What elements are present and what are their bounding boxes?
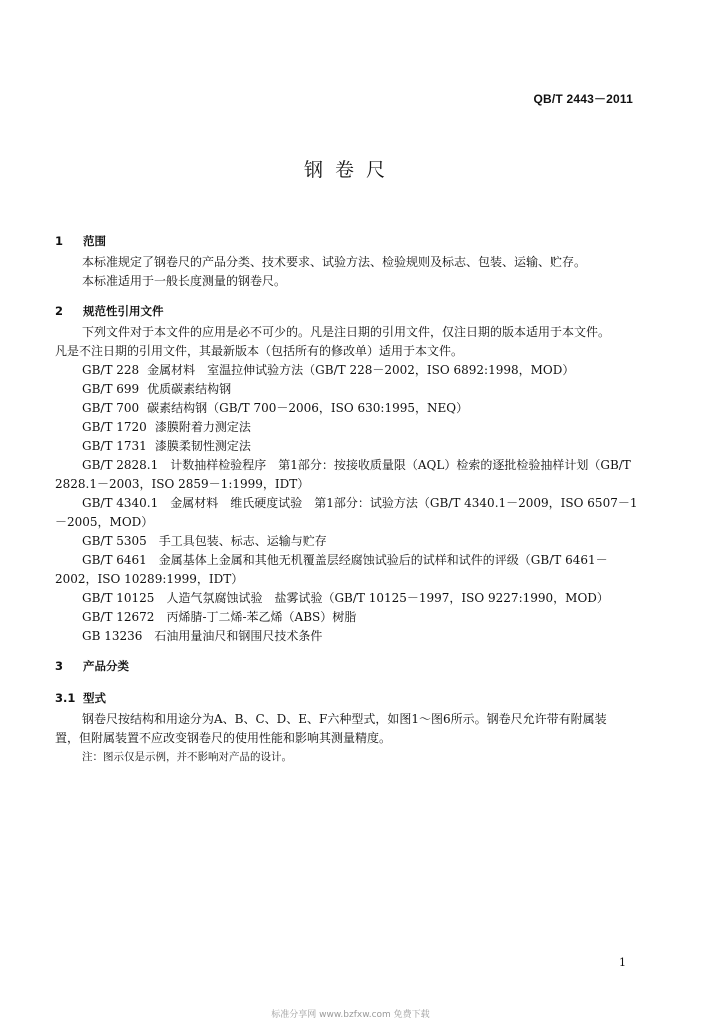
references-intro-line-2: 凡是不注日期的引用文件，其最新版本（包括所有的修改单）适用于本文件。 — [55, 344, 464, 358]
reference-item-6461-line-1: GB/T 6461 金属基体上金属和其他无机覆盖层经腐蚀试验后的试样和试件的评级（GB/T 6461－ — [82, 553, 608, 567]
reference-item-10125: GB/T 10125 人造气氛腐蚀试验 盐雾试验（GB/T 10125－1997，ISO 9227:1990，MOD） — [82, 591, 609, 605]
section-title: 产品分类 — [83, 659, 129, 673]
scope-paragraph-2: 本标准适用于一般长度测量的钢卷尺。 — [82, 274, 287, 288]
reference-item: GB/T 700 碳素结构钢（GB/T 700－2006，ISO 630:1995，NEQ） — [82, 401, 469, 415]
scope-paragraph-1: 本标准规定了钢卷尺的产品分类、技术要求、试验方法、检验规则及标志、包装、运输、贮存。 — [82, 255, 587, 269]
reference-item: GB/T 228 金属材料 室温拉伸试验方法（GB/T 228－2002，ISO 6892:1998，MOD） — [82, 363, 575, 377]
section-number: 3 — [55, 659, 64, 673]
section-number: 1 — [55, 234, 64, 248]
section-title: 规范性引用文件 — [83, 304, 164, 318]
figure-note: 注：图示仅是示例，并不影响对产品的设计。 — [82, 751, 292, 763]
reference-item: GB/T 1731 漆膜柔韧性测定法 — [82, 439, 251, 453]
reference-item: GB/T 699 优质碳素结构钢 — [82, 382, 232, 396]
section-2-heading — [55, 298, 642, 323]
section-1-heading — [55, 228, 642, 253]
reference-item: GB/T 1720 漆膜附着力测定法 — [82, 420, 251, 434]
footer-watermark: 标准分享网 www.bzfxw.com 免费下载 — [271, 1010, 430, 1020]
reference-item-13236: GB 13236 石油用量油尺和钢围尺技术条件 — [82, 629, 323, 643]
standard-code: QB/T 2443－2011 — [533, 92, 633, 106]
references-intro-line-1: 下列文件对于本文件的应用是必不可少的。凡是注日期的引用文件，仅注日期的版本适用于本文件。 — [82, 325, 611, 339]
type-paragraph-line-1: 钢卷尺按结构和用途分为A、B、C、D、E、F六种型式，如图1～图6所示。钢卷尺允许带有附属装 — [82, 712, 607, 726]
reference-item-4340-line-1: GB/T 4340.1 金属材料 维氏硬度试验 第1部分：试验方法（GB/T 4340.1－2009，ISO 6507－1 — [82, 496, 638, 510]
reference-item-2828-line-2: 2828.1－2003，ISO 2859－1:1999，IDT） — [55, 477, 310, 491]
reference-item-6461-line-2: 2002，ISO 10289:1999，IDT） — [55, 572, 244, 586]
reference-item-12672: GB/T 12672 丙烯腈-丁二烯-苯乙烯（ABS）树脂 — [82, 610, 357, 624]
reference-item-5305: GB/T 5305 手工具包装、标志、运输与贮存 — [82, 534, 327, 548]
subsection-title: 型式 — [83, 691, 106, 705]
document-body — [55, 228, 642, 767]
page-number: 1 — [619, 956, 626, 969]
section-title: 范围 — [83, 234, 106, 248]
subsection-number: 3.1 — [55, 691, 76, 705]
reference-item-2828-line-1: GB/T 2828.1 计数抽样检验程序 第1部分：按接收质量限（AQL）检索的逐批检验抽样计划（GB/T — [82, 458, 631, 472]
subsection-3-1-heading — [55, 685, 642, 710]
section-number: 2 — [55, 304, 64, 318]
type-paragraph-line-2: 置，但附属装置不应改变钢卷尺的使用性能和影响其测量精度。 — [55, 731, 392, 745]
section-3-heading — [55, 653, 642, 678]
document-title: 钢卷尺 — [303, 159, 397, 181]
reference-item-4340-line-2: －2005，MOD） — [55, 515, 154, 529]
